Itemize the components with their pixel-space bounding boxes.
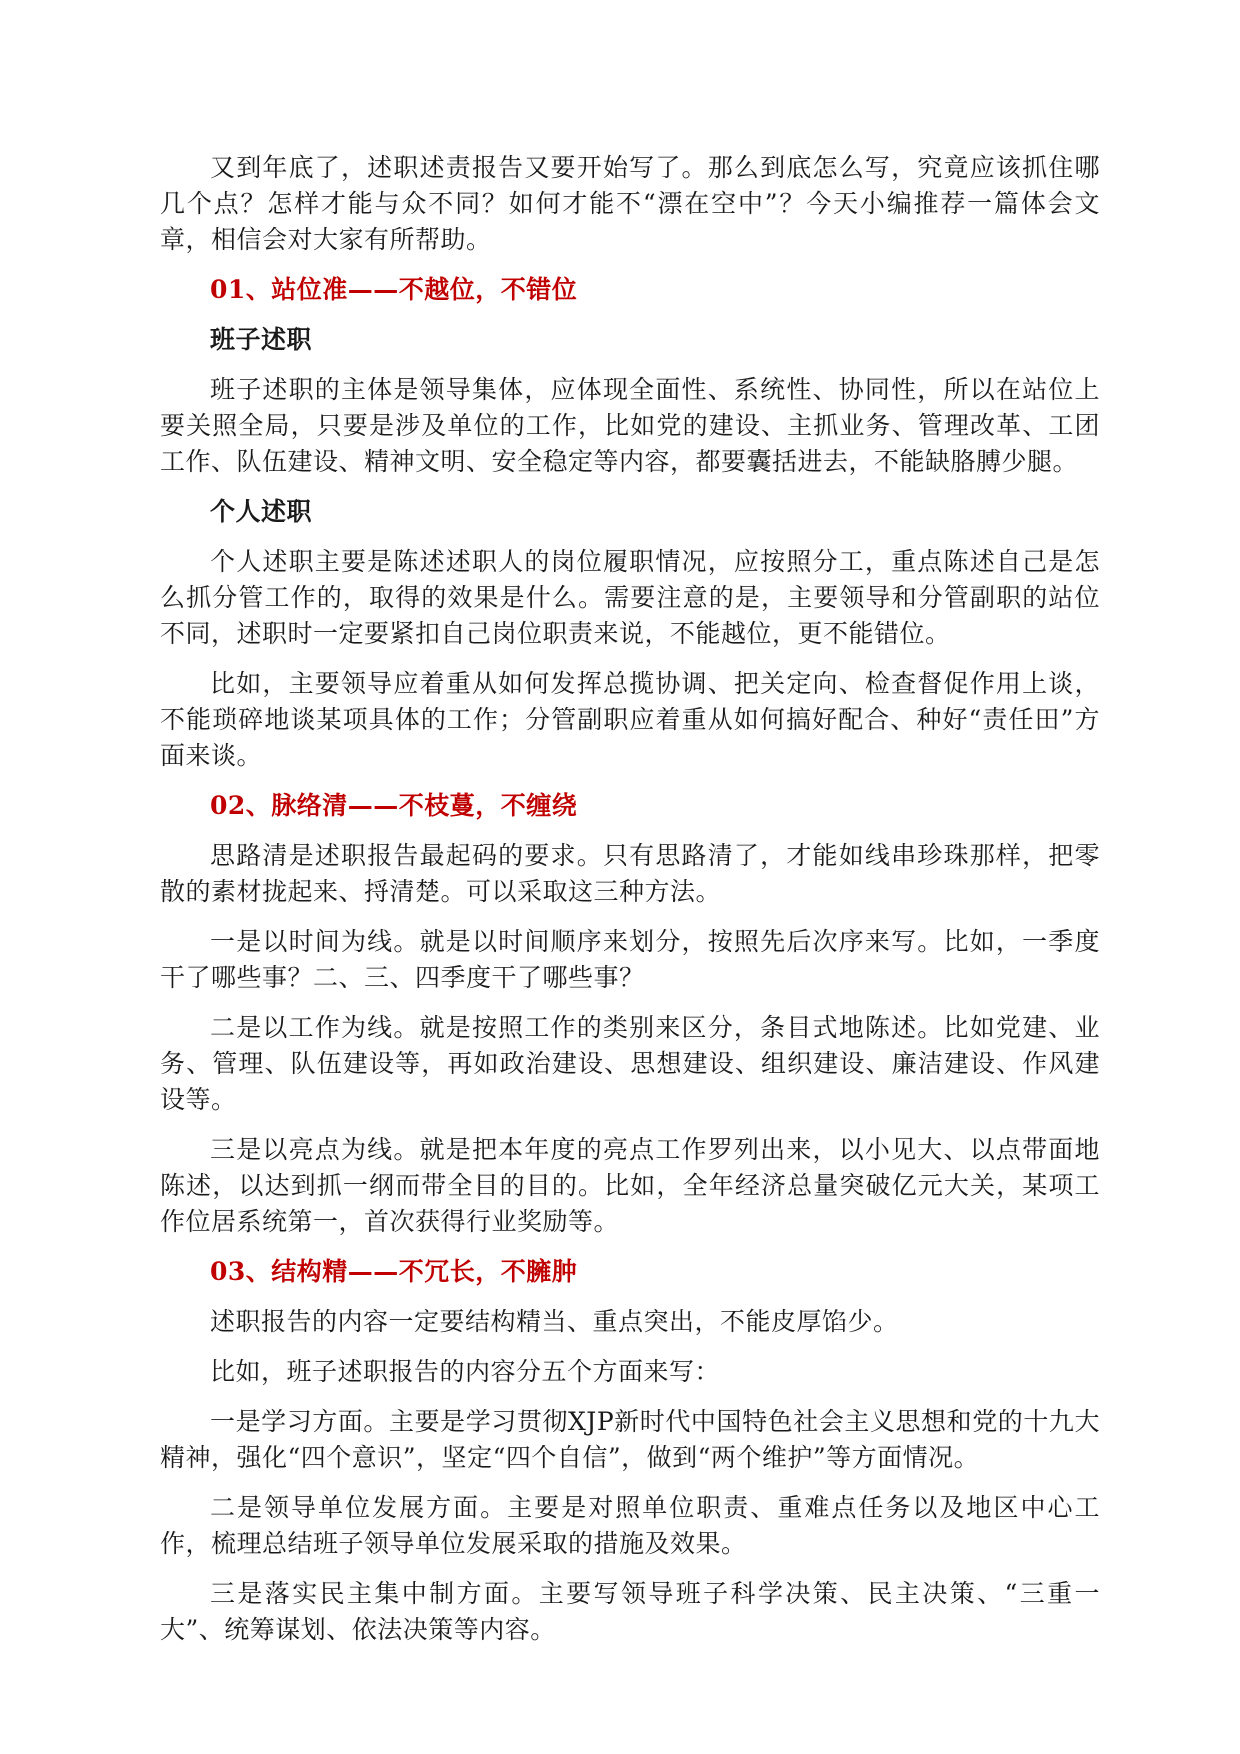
section-2-paragraph-3: 二是以工作为线。就是按照工作的类别来区分，条目式地陈述。比如党建、业务、管理、队伍建设等，再如政治建设、思想建设、组织建设、廉洁建设、作风建设等。 <box>160 1013 1100 1114</box>
section-1-subheading-team: 班子述职 <box>210 325 313 354</box>
section-2-paragraph-2: 一是以时间为线。就是以时间顺序来划分，按照先后次序来写。比如，一季度干了哪些事？二、三、四季度干了哪些事？ <box>160 927 1100 992</box>
section-1-paragraph-3: 比如，主要领导应着重从如何发挥总揽协调、把关定向、检查督促作用上谈，不能琐碎地谈某项具体的工作；分管副职应着重从如何搞好配合、种好“责任田”方面来谈。 <box>160 669 1100 770</box>
document-body <box>160 150 1100 1662</box>
section-1-paragraph-2: 个人述职主要是陈述述职人的岗位履职情况，应按照分工，重点陈述自己是怎么抓分管工作的，取得的效果是什么。需要注意的是，主要领导和分管副职的站位不同，述职时一定要紧扣自己岗位职责来说，不能越位，更不能错位。 <box>160 547 1100 648</box>
section-1-subheading-personal: 个人述职 <box>210 497 313 526</box>
section-3-paragraph-4: 二是领导单位发展方面。主要是对照单位职责、重难点任务以及地区中心工作，梳理总结班子领导单位发展采取的措施及效果。 <box>160 1493 1100 1558</box>
section-1-paragraph-1: 班子述职的主体是领导集体，应体现全面性、系统性、协同性，所以在站位上要关照全局，只要是涉及单位的工作，比如党的建设、主抓业务、管理改革、工团工作、队伍建设、精神文明、安全稳定等内容，都要囊括进去，不能缺胳膊少腿。 <box>160 375 1100 476</box>
section-3-heading: 03、结构精——不冗长，不臃肿 <box>210 1257 578 1286</box>
section-2-heading: 02、脉络清——不枝蔓，不缠绕 <box>210 791 578 820</box>
section-1-heading: 01、站位准——不越位，不错位 <box>210 275 578 304</box>
section-2-paragraph-4: 三是以亮点为线。就是把本年度的亮点工作罗列出来，以小见大、以点带面地陈述，以达到抓一纲而带全目的目的。比如，全年经济总量突破亿元大关，某项工作位居系统第一，首次获得行业奖励等。 <box>160 1135 1100 1236</box>
section-2-paragraph-1: 思路清是述职报告最起码的要求。只有思路清了，才能如线串珍珠那样，把零散的素材拢起来、捋清楚。可以采取这三种方法。 <box>160 841 1100 906</box>
section-3-paragraph-3: 一是学习方面。主要是学习贯彻XJP新时代中国特色社会主义思想和党的十九大精神，强化“四个意识”，坚定“四个自信”，做到“两个维护”等方面情况。 <box>160 1407 1100 1472</box>
section-3-paragraph-1: 述职报告的内容一定要结构精当、重点突出，不能皮厚馅少。 <box>210 1307 899 1336</box>
section-3-paragraph-2: 比如，班子述职报告的内容分五个方面来写： <box>210 1357 721 1386</box>
section-3-paragraph-5: 三是落实民主集中制方面。主要写领导班子科学决策、民主决策、“三重一大”、统筹谋划、依法决策等内容。 <box>160 1579 1100 1644</box>
intro-paragraph: 又到年底了，述职述责报告又要开始写了。那么到底怎么写，究竟应该抓住哪几个点？怎样才能与众不同？如何才能不“漂在空中”？今天小编推荐一篇体会文章，相信会对大家有所帮助。 <box>160 153 1100 254</box>
